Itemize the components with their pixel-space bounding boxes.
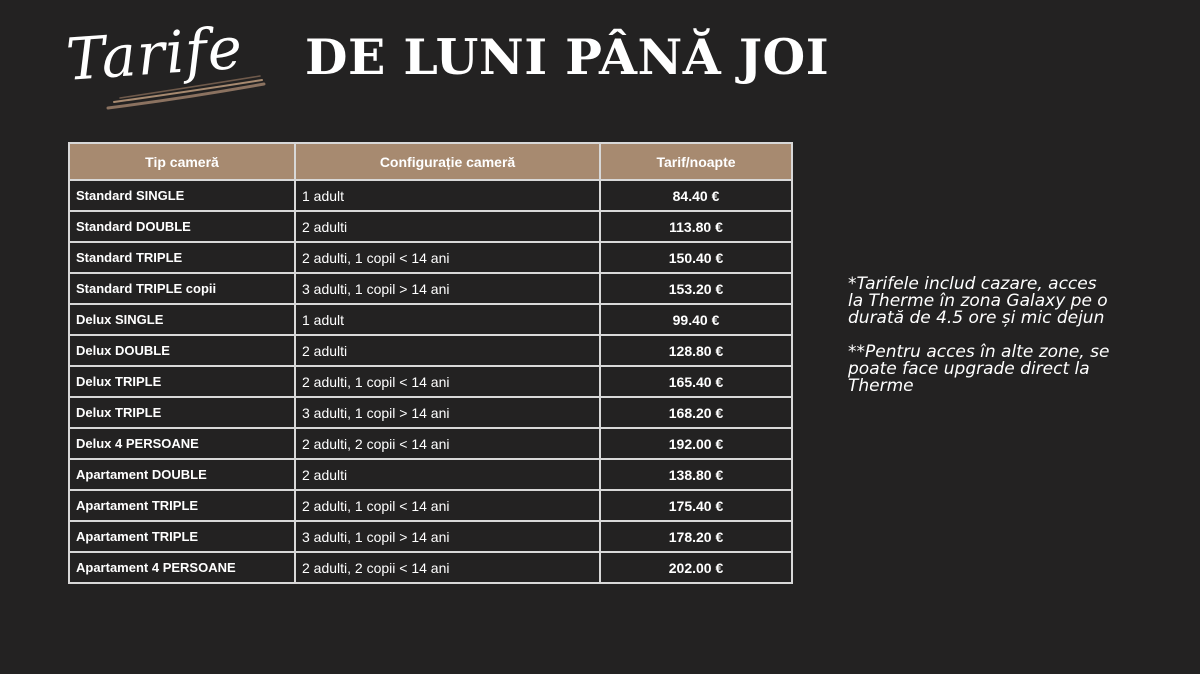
room-config-cell: 3 adulti, 1 copil > 14 ani xyxy=(295,521,600,552)
table-row xyxy=(69,335,792,366)
room-config-cell: 1 adult xyxy=(295,180,600,211)
rate-cell: 150.40 € xyxy=(600,242,792,273)
room-type-cell: Standard TRIPLE xyxy=(69,242,295,273)
col-header-nightly-rate: Tarif/noapte xyxy=(600,143,792,180)
table-row xyxy=(69,490,792,521)
room-type-cell: Apartament DOUBLE xyxy=(69,459,295,490)
table-row xyxy=(69,211,792,242)
room-config-cell: 2 adulti, 1 copil < 14 ani xyxy=(295,366,600,397)
footnote-inclusions: *Tarifele includ cazare, acces la Therme în zona Galaxy pe o durată de 4.5 ore și mic dejun xyxy=(848,274,1108,328)
room-type-cell: Delux TRIPLE xyxy=(69,397,295,428)
room-config-cell: 1 adult xyxy=(295,304,600,335)
room-type-cell: Delux 4 PERSOANE xyxy=(69,428,295,459)
room-config-cell: 2 adulti xyxy=(295,459,600,490)
room-type-cell: Apartament TRIPLE xyxy=(69,521,295,552)
table-row xyxy=(69,397,792,428)
rate-cell: 113.80 € xyxy=(600,211,792,242)
room-config-cell: 2 adulti, 2 copii < 14 ani xyxy=(295,552,600,583)
table-row xyxy=(69,273,792,304)
room-config-cell: 2 adulti, 1 copil < 14 ani xyxy=(295,242,600,273)
table-row xyxy=(69,242,792,273)
rate-cell: 84.40 € xyxy=(600,180,792,211)
rates-table xyxy=(68,142,793,584)
rate-cell: 168.20 € xyxy=(600,397,792,428)
table-row xyxy=(69,366,792,397)
col-header-room-type: Tip cameră xyxy=(69,143,295,180)
rate-cell: 175.40 € xyxy=(600,490,792,521)
room-type-cell: Delux DOUBLE xyxy=(69,335,295,366)
table-row xyxy=(69,180,792,211)
rate-cell: 153.20 € xyxy=(600,273,792,304)
room-config-cell: 2 adulti, 2 copii < 14 ani xyxy=(295,428,600,459)
brand-word: Tarife xyxy=(64,13,246,94)
room-type-cell: Standard SINGLE xyxy=(69,180,295,211)
footnote-upgrade: **Pentru acces în alte zone, se poate face upgrade direct la Therme xyxy=(848,342,1110,396)
rate-cell: 165.40 € xyxy=(600,366,792,397)
page-title: DE LUNI PÂNĂ JOI xyxy=(305,28,830,86)
room-type-cell: Delux SINGLE xyxy=(69,304,295,335)
table-row xyxy=(69,459,792,490)
rate-cell: 192.00 € xyxy=(600,428,792,459)
table-row xyxy=(69,428,792,459)
rate-cell: 202.00 € xyxy=(600,552,792,583)
brand-logo xyxy=(36,6,276,121)
room-type-cell: Standard TRIPLE copii xyxy=(69,273,295,304)
footnotes xyxy=(848,276,1110,412)
table-row xyxy=(69,521,792,552)
room-type-cell: Delux TRIPLE xyxy=(69,366,295,397)
table-row xyxy=(69,552,792,583)
col-header-room-config: Configurație cameră xyxy=(295,143,600,180)
room-config-cell: 3 adulti, 1 copil > 14 ani xyxy=(295,397,600,428)
table-header-row xyxy=(69,143,792,180)
rate-cell: 138.80 € xyxy=(600,459,792,490)
rate-cell: 128.80 € xyxy=(600,335,792,366)
room-config-cell: 2 adulti xyxy=(295,211,600,242)
table-row xyxy=(69,304,792,335)
rate-cell: 99.40 € xyxy=(600,304,792,335)
rate-cell: 178.20 € xyxy=(600,521,792,552)
room-config-cell: 2 adulti, 1 copil < 14 ani xyxy=(295,490,600,521)
room-type-cell: Apartament 4 PERSOANE xyxy=(69,552,295,583)
room-type-cell: Apartament TRIPLE xyxy=(69,490,295,521)
room-type-cell: Standard DOUBLE xyxy=(69,211,295,242)
room-config-cell: 3 adulti, 1 copil > 14 ani xyxy=(295,273,600,304)
room-config-cell: 2 adulti xyxy=(295,335,600,366)
